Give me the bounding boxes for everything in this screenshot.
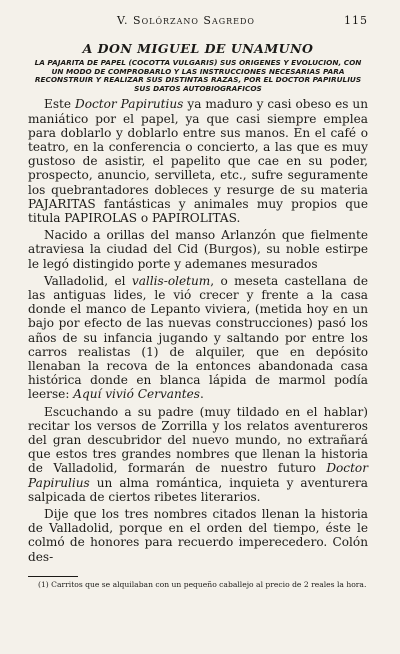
italic-name: Doctor Papirutius: [75, 97, 184, 112]
paragraph-4: Escuchando a su padre (muy tildado en el hablar) recitar los versos de Zorrilla y los relatos aventureros del gran descubridor del nuevo mundo, no extrañará que estos tres grandes nombres que llenan la historia de Valladolid, formarán de nuestro futuro Doctor Papirulius un alma romántica, inquieta y aventurera salpicada de ciertos ribetes literarios.: [28, 404, 368, 504]
running-head-author: V. Solórzano Sagredo: [117, 14, 255, 27]
chapter-title: A DON MIGUEL DE UNAMUNO: [82, 41, 314, 56]
paragraph-3: Valladolid, el vallis-oletum, o meseta castellana de las antiguas lides, le vió crecer y frente a la casa donde el manco de Lepanto viviera, (metida hoy en un bajo por efecto de las nuevas construcciones) pasó los años de su infancia jugando y saltando por entre los carros realistas (1) de alquiler, que en depósito llenaban la recova de la entonces abandonada casa histórica donde en blanca lápida de marmol podía leerse: Aquí vivió Cervantes.: [28, 273, 368, 402]
footnote: (1) Carritos que se alquilaban con un pequeño caballejo al precio de 2 reales la hora.: [38, 579, 367, 589]
italic-latin-term: vallis-oletum: [131, 273, 211, 288]
running-head: [28, 14, 368, 27]
paragraph-1: Este Doctor Papirutius ya maduro y casi obeso es un maniático por el papel, ya que casi siempre emplea para doblarlo y doblarlo entre sus manos. En el café o teatro, en la conferencia o concierto, a las que es muy gustoso de asistir, el papelito que cae en su poder, prospecto, anuncio, servilleta, etc., sufre seguramente los quebrantadores dobleces y resurge de su materia PAJARITAS fantásticas y animales muy propios que titula PAPIROLAS o PAPIROLITAS.: [28, 97, 368, 225]
paragraph-2: Nacido a orillas del manso Arlanzón que fielmente atraviesa la ciudad del Cid (Burgos), su noble estirpe le legó distingido porte y ademanes mesurados: [28, 228, 368, 271]
chapter-subtitle: LA PAJARITA DE PAPEL (COCOTTA VULGARIS) SUS ORIGENES Y EVOLUCION, CON UN MODO DE COMPROBARLO Y LAS INSTRUCCIONES NECESARIAS PARA RECONSTRUIR Y REALIZAR SUS DISTINTAS RAZAS, POR EL DOCTOR PAPIRULIUS SUS DATOS AUTOBIOGRAFICOS: [34, 58, 362, 93]
page-number: 115: [344, 14, 368, 27]
italic-inscription: Aquí vivió Cervantes: [73, 387, 200, 402]
paragraph-5: Dije que los tres nombres citados llenan la historia de Valladolid, porque en el orden del tiempo, éste le colmó de honores para recuerdo imperecedero. Colón des-: [28, 507, 368, 564]
body-text: [28, 97, 368, 564]
footnote-divider: [28, 576, 78, 577]
italic-name: Doctor Papirulius: [28, 461, 368, 490]
